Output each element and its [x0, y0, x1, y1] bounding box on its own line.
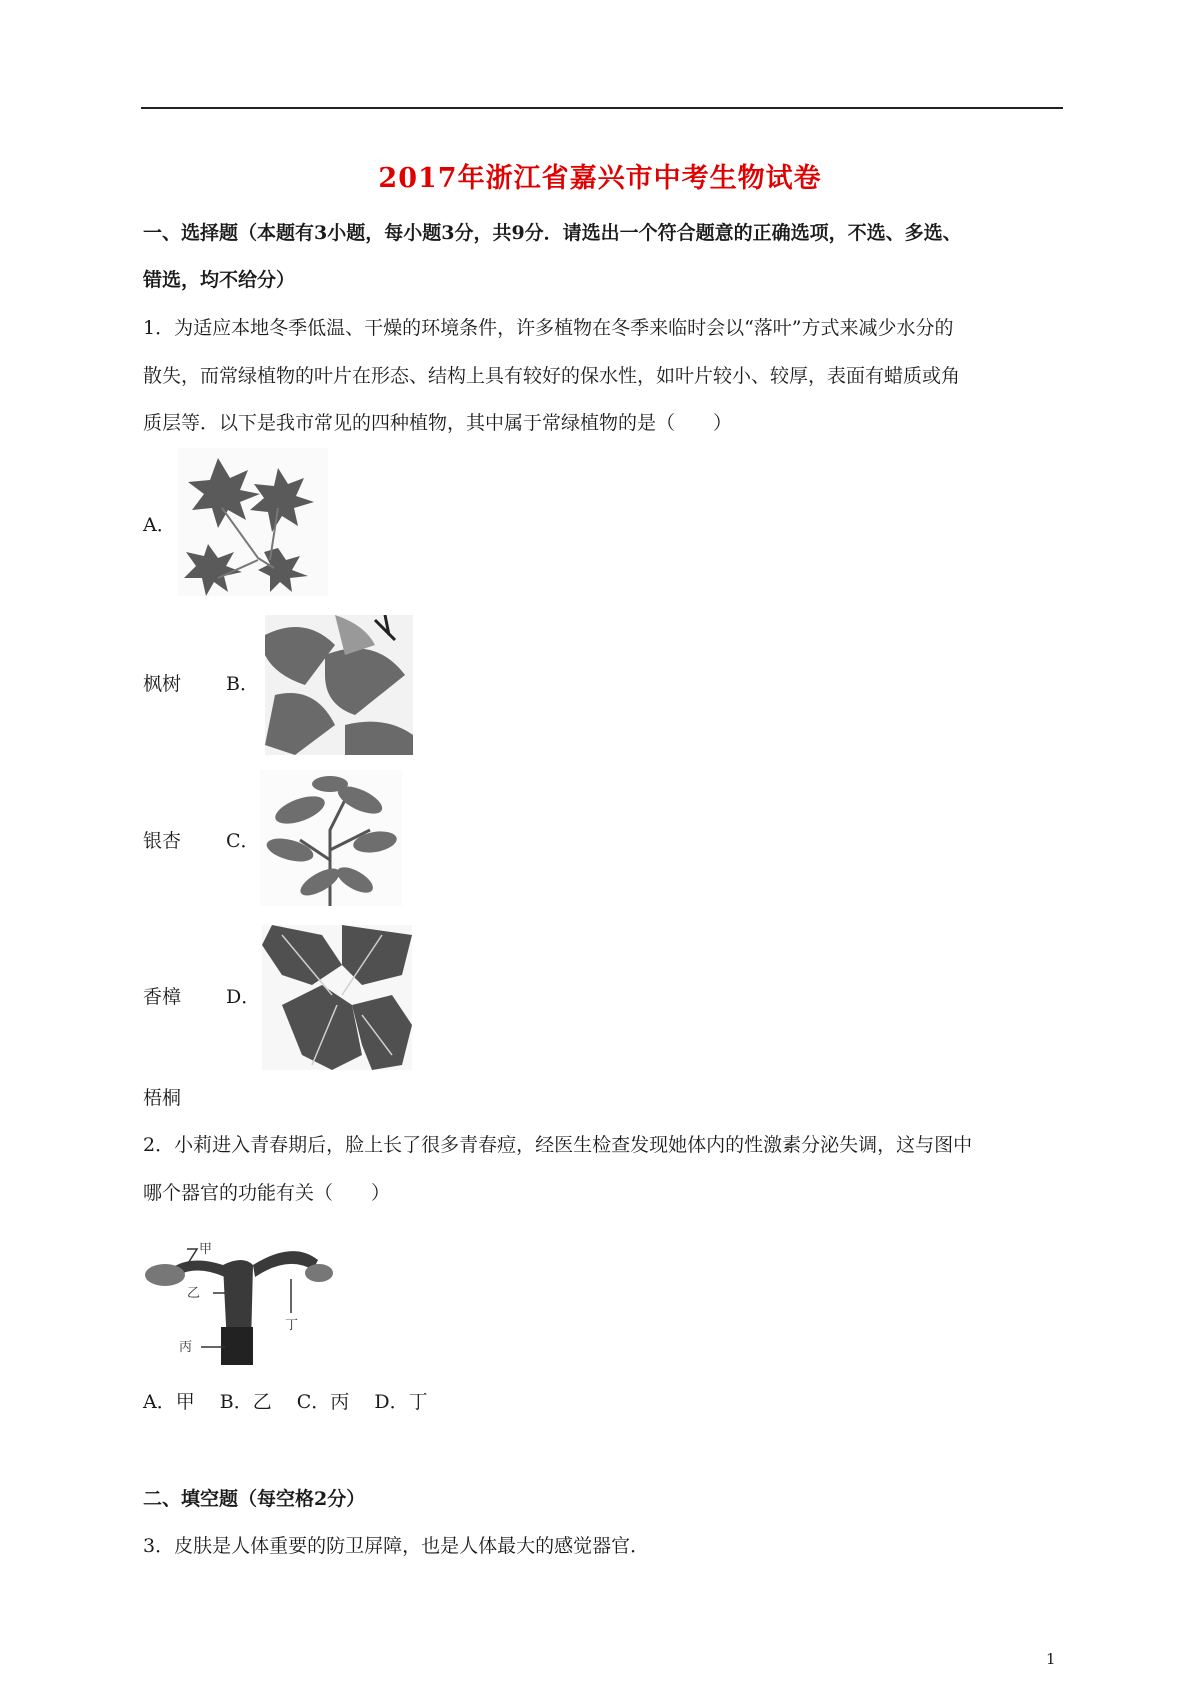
- q1-option-a-name: 枫树: [143, 673, 182, 695]
- q2-text-line1: 2．小莉进入青春期后，脸上长了很多青春痘，经医生检查发现她体内的性激素分泌失调，这与图中: [143, 1134, 973, 1156]
- diagram-label-bing: 丙: [179, 1340, 193, 1355]
- q1-option-d-letter: D．: [226, 986, 261, 1008]
- q1-option-c-name: 香樟: [143, 986, 182, 1008]
- plane-tree-leaf-image: [262, 925, 412, 1070]
- section1-heading-line1: 一、选择题（本题有3小题，每小题3分，共9分．请选出一个符合题意的正确选项，不选、多选、: [143, 222, 962, 244]
- ginkgo-leaf-image: [265, 615, 413, 755]
- q3-text-line1: 3．皮肤是人体重要的防卫屏障，也是人体最大的感觉器官．: [143, 1535, 650, 1557]
- q1-option-c-letter: C．: [226, 830, 260, 852]
- q2-options: A．甲 B．乙 C．丙 D．丁: [143, 1391, 428, 1413]
- diagram-label-ding: 丁: [285, 1318, 299, 1333]
- header-rule: [141, 107, 1063, 109]
- page-number: 1: [1046, 1650, 1056, 1668]
- q1-text-line1: 1．为适应本地冬季低温、干燥的环境条件，许多植物在冬季来临时会以“落叶”方式来减少水分的: [143, 317, 954, 339]
- q1-option-d-name: 梧桐: [143, 1087, 182, 1109]
- q1-text-line3: 质层等．以下是我市常见的四种植物，其中属于常绿植物的是（ ）: [143, 412, 733, 434]
- diagram-label-jia: 甲: [199, 1242, 213, 1257]
- page-title: 2017年浙江省嘉兴市中考生物试卷: [378, 163, 822, 194]
- q1-option-b-name: 银杏: [143, 830, 182, 852]
- section2-heading: 二、填空题（每空格2分）: [143, 1488, 366, 1510]
- q1-option-b-letter: B．: [226, 673, 259, 695]
- reproductive-system-diagram: [143, 1235, 335, 1365]
- maple-leaf-image: [178, 448, 328, 596]
- q2-text-line2: 哪个器官的功能有关（ ）: [143, 1182, 391, 1204]
- section1-heading-line2: 错选，均不给分）: [143, 269, 296, 291]
- diagram-label-yi: 乙: [187, 1286, 201, 1301]
- q1-text-line2: 散失，而常绿植物的叶片在形态、结构上具有较好的保水性，如叶片较小、较厚，表面有蜡质或角: [143, 365, 961, 387]
- q1-option-a-letter: A．: [143, 514, 176, 536]
- camphor-leaf-image: [260, 770, 402, 906]
